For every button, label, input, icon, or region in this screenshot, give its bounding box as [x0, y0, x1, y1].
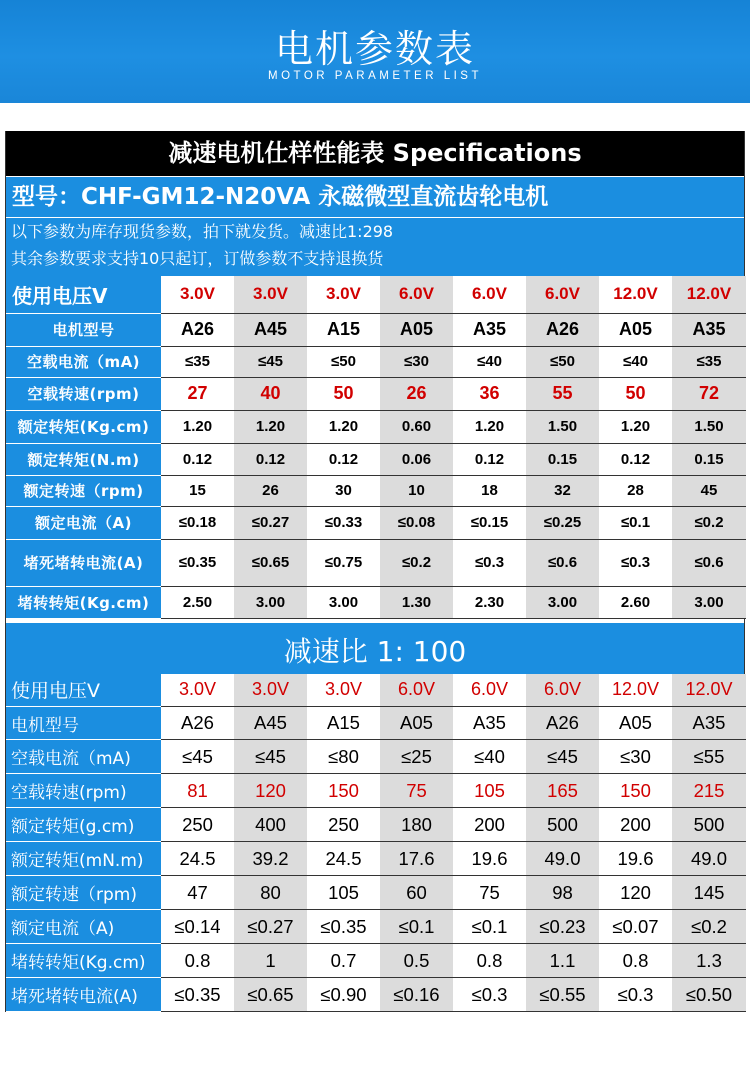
table-cell: 0.06	[380, 443, 453, 475]
row-label: 堵转转矩(Kg.cm)	[6, 586, 161, 618]
row-label: 额定转速（rpm)	[6, 876, 161, 910]
table-cell: 28	[599, 475, 672, 506]
row-label: 使用电压V	[6, 276, 161, 313]
table-cell: ≤0.65	[234, 539, 307, 586]
table-cell: 75	[453, 876, 526, 910]
table-cell: 15	[161, 475, 234, 506]
table-cell: A35	[672, 313, 746, 346]
table-cell: ≤45	[161, 740, 234, 774]
table-cell: 0.7	[307, 944, 380, 978]
table-cell: 39.2	[234, 842, 307, 876]
table-cell: 180	[380, 808, 453, 842]
table-cell: 0.15	[526, 443, 599, 475]
row-label: 额定转矩(mN.m)	[6, 842, 161, 876]
table-row	[6, 313, 746, 346]
table-cell: ≤0.55	[526, 978, 599, 1012]
spec-sheet	[5, 131, 745, 1012]
table-cell: 3.00	[307, 586, 380, 618]
table-cell: ≤50	[526, 346, 599, 377]
table-cell: 1.20	[307, 410, 380, 443]
ratio-title: 减速比 1: 100	[6, 623, 744, 674]
table-cell: 50	[599, 377, 672, 410]
table-cell: ≤0.33	[307, 506, 380, 539]
table-cell: ≤0.1	[599, 506, 672, 539]
table-cell: ≤0.6	[526, 539, 599, 586]
row-label: 额定转速（rpm)	[6, 475, 161, 506]
table-cell: ≤0.75	[307, 539, 380, 586]
table-cell: 1.30	[380, 586, 453, 618]
table-cell: 72	[672, 377, 746, 410]
table-cell: 6.0V	[380, 276, 453, 313]
table-cell: 2.30	[453, 586, 526, 618]
table-cell: 17.6	[380, 842, 453, 876]
table-cell: 250	[307, 808, 380, 842]
table-row	[6, 910, 746, 944]
table-cell: ≤0.2	[380, 539, 453, 586]
table-cell: 0.12	[307, 443, 380, 475]
row-label: 空载转速(rpm)	[6, 774, 161, 808]
table-cell: 500	[672, 808, 746, 842]
table-cell: 3.00	[672, 586, 746, 618]
table-row	[6, 346, 746, 377]
row-label: 额定转矩(g.cm)	[6, 808, 161, 842]
table-cell: 6.0V	[526, 276, 599, 313]
table-cell: 32	[526, 475, 599, 506]
table-cell: ≤0.08	[380, 506, 453, 539]
table-cell: 1.20	[161, 410, 234, 443]
stock-note: 以下参数为库存现货参数，拍下就发货。减速比1:298	[6, 217, 744, 246]
table-cell: A35	[672, 707, 746, 740]
table-cell: 49.0	[672, 842, 746, 876]
row-label: 使用电压V	[6, 674, 161, 707]
table-cell: ≤0.27	[234, 506, 307, 539]
table-cell: 150	[307, 774, 380, 808]
table-cell: ≤55	[672, 740, 746, 774]
table-cell: 47	[161, 876, 234, 910]
table-cell: A05	[380, 313, 453, 346]
table-cell: 3.0V	[161, 276, 234, 313]
table-row	[6, 774, 746, 808]
spec-table-ratio-298	[6, 276, 746, 619]
table-row	[6, 410, 746, 443]
table-cell: ≤0.3	[599, 978, 672, 1012]
table-cell: ≤0.07	[599, 910, 672, 944]
table-cell: 24.5	[161, 842, 234, 876]
table-cell: ≤50	[307, 346, 380, 377]
table-cell: 6.0V	[453, 674, 526, 707]
table-cell: 165	[526, 774, 599, 808]
table-cell: 0.12	[161, 443, 234, 475]
table-cell: 200	[599, 808, 672, 842]
table-cell: 0.12	[453, 443, 526, 475]
table-cell: ≤0.3	[453, 539, 526, 586]
table-cell: ≤45	[234, 346, 307, 377]
table-cell: ≤30	[380, 346, 453, 377]
table-cell: 60	[380, 876, 453, 910]
table-cell: ≤0.50	[672, 978, 746, 1012]
table-row	[6, 808, 746, 842]
table-cell: 75	[380, 774, 453, 808]
table-cell: 0.8	[599, 944, 672, 978]
table-cell: 1.1	[526, 944, 599, 978]
table-cell: 40	[234, 377, 307, 410]
table-cell: 12.0V	[599, 674, 672, 707]
table-cell: ≤0.65	[234, 978, 307, 1012]
table-cell: ≤80	[307, 740, 380, 774]
table-cell: 250	[161, 808, 234, 842]
table-cell: 200	[453, 808, 526, 842]
table-cell: 105	[453, 774, 526, 808]
table-cell: 2.60	[599, 586, 672, 618]
row-label: 空载电流（mA)	[6, 740, 161, 774]
table-cell: 215	[672, 774, 746, 808]
table-cell: 80	[234, 876, 307, 910]
table-cell: 27	[161, 377, 234, 410]
table-cell: 0.5	[380, 944, 453, 978]
row-label: 电机型号	[6, 313, 161, 346]
table-cell: 150	[599, 774, 672, 808]
row-label: 空载转速(rpm)	[6, 377, 161, 410]
table-cell: 1.20	[453, 410, 526, 443]
table-cell: A26	[161, 707, 234, 740]
table-row	[6, 506, 746, 539]
table-cell: ≤45	[526, 740, 599, 774]
table-cell: A26	[161, 313, 234, 346]
table-cell: A15	[307, 707, 380, 740]
table-cell: 26	[380, 377, 453, 410]
row-label: 堵死堵转电流(A)	[6, 539, 161, 586]
custom-order-note: 其余参数要求支持10只起订，订做参数不支持退换货	[6, 246, 744, 276]
table-cell: 1.3	[672, 944, 746, 978]
table-row	[6, 276, 746, 313]
row-label: 堵转转矩(Kg.cm)	[6, 944, 161, 978]
table-cell: ≤0.2	[672, 910, 746, 944]
table-cell: A35	[453, 313, 526, 346]
table-row	[6, 740, 746, 774]
table-cell: 1.50	[672, 410, 746, 443]
table-cell: ≤0.14	[161, 910, 234, 944]
table-cell: ≤0.23	[526, 910, 599, 944]
table-cell: 24.5	[307, 842, 380, 876]
row-label: 空载电流（mA)	[6, 346, 161, 377]
table-cell: 3.00	[526, 586, 599, 618]
table-cell: 105	[307, 876, 380, 910]
table-cell: 0.8	[453, 944, 526, 978]
table-cell: A45	[234, 707, 307, 740]
table-cell: 3.0V	[307, 276, 380, 313]
table-cell: ≤0.25	[526, 506, 599, 539]
table-cell: 49.0	[526, 842, 599, 876]
table-cell: ≤30	[599, 740, 672, 774]
table-cell: 26	[234, 475, 307, 506]
table-cell: 400	[234, 808, 307, 842]
table-cell: ≤45	[234, 740, 307, 774]
table-cell: ≤35	[672, 346, 746, 377]
table-cell: 0.60	[380, 410, 453, 443]
table-row	[6, 707, 746, 740]
table-cell: ≤35	[161, 346, 234, 377]
table-cell: 6.0V	[526, 674, 599, 707]
table-cell: ≤0.6	[672, 539, 746, 586]
table-row	[6, 876, 746, 910]
table-cell: A35	[453, 707, 526, 740]
spec-title: 减速电机仕样性能表 Specifications	[6, 131, 744, 176]
table-cell: ≤0.90	[307, 978, 380, 1012]
table-cell: 3.0V	[234, 674, 307, 707]
table-cell: 0.12	[599, 443, 672, 475]
table-cell: 98	[526, 876, 599, 910]
table-cell: 145	[672, 876, 746, 910]
row-label: 堵死堵转电流(A)	[6, 978, 161, 1012]
table-cell: ≤40	[599, 346, 672, 377]
table-cell: 19.6	[599, 842, 672, 876]
ratio-section	[6, 619, 744, 674]
table-cell: 12.0V	[672, 276, 746, 313]
table-cell: 500	[526, 808, 599, 842]
table-cell: ≤40	[453, 740, 526, 774]
table-row	[6, 842, 746, 876]
table-cell: 3.0V	[234, 276, 307, 313]
table-cell: 50	[307, 377, 380, 410]
row-label: 额定电流（A)	[6, 910, 161, 944]
table-cell: 0.8	[161, 944, 234, 978]
table-cell: ≤0.1	[453, 910, 526, 944]
table-cell: 120	[234, 774, 307, 808]
table-row	[6, 586, 746, 618]
table-cell: 30	[307, 475, 380, 506]
table-cell: 6.0V	[453, 276, 526, 313]
table-cell: ≤0.3	[453, 978, 526, 1012]
row-label: 额定转矩(N.m)	[6, 443, 161, 475]
table-cell: ≤0.15	[453, 506, 526, 539]
table-cell: 12.0V	[672, 674, 746, 707]
page-subtitle: MOTOR PARAMETER LIST	[268, 70, 482, 82]
table-row	[6, 443, 746, 475]
table-cell: 18	[453, 475, 526, 506]
row-label: 额定电流（A)	[6, 506, 161, 539]
table-row	[6, 944, 746, 978]
table-cell: 0.15	[672, 443, 746, 475]
table-cell: A45	[234, 313, 307, 346]
table-cell: ≤0.16	[380, 978, 453, 1012]
table-cell: 1.50	[526, 410, 599, 443]
table-cell: 0.12	[234, 443, 307, 475]
table-row	[6, 377, 746, 410]
table-cell: A15	[307, 313, 380, 346]
table-cell: 81	[161, 774, 234, 808]
table-cell: 2.50	[161, 586, 234, 618]
table-cell: ≤0.1	[380, 910, 453, 944]
table-cell: 1.20	[599, 410, 672, 443]
table-cell: ≤25	[380, 740, 453, 774]
spec-table-ratio-100	[6, 674, 746, 1013]
table-cell: ≤0.18	[161, 506, 234, 539]
table-cell: 1.20	[234, 410, 307, 443]
table-row	[6, 978, 746, 1012]
table-cell: 3.00	[234, 586, 307, 618]
page-title: 电机参数表	[274, 27, 475, 71]
table-cell: 120	[599, 876, 672, 910]
table-cell: 55	[526, 377, 599, 410]
table-cell: A05	[599, 707, 672, 740]
table-cell: A26	[526, 707, 599, 740]
table-cell: 45	[672, 475, 746, 506]
table-row	[6, 475, 746, 506]
table-cell: 1	[234, 944, 307, 978]
table-cell: A05	[599, 313, 672, 346]
table-cell: 19.6	[453, 842, 526, 876]
table-cell: ≤0.2	[672, 506, 746, 539]
table-cell: ≤0.35	[307, 910, 380, 944]
table-cell: 3.0V	[307, 674, 380, 707]
table-cell: 6.0V	[380, 674, 453, 707]
table-cell: A26	[526, 313, 599, 346]
table-cell: ≤40	[453, 346, 526, 377]
table-row	[6, 674, 746, 707]
table-cell: A05	[380, 707, 453, 740]
table-cell: 3.0V	[161, 674, 234, 707]
table-cell: ≤0.3	[599, 539, 672, 586]
table-row	[6, 539, 746, 586]
row-label: 电机型号	[6, 707, 161, 740]
table-cell: 12.0V	[599, 276, 672, 313]
table-cell: 36	[453, 377, 526, 410]
table-cell: ≤0.27	[234, 910, 307, 944]
model-line: 型号：CHF-GM12-N20VA 永磁微型直流齿轮电机	[6, 176, 744, 217]
table-cell: 10	[380, 475, 453, 506]
table-cell: ≤0.35	[161, 978, 234, 1012]
table-cell: ≤0.35	[161, 539, 234, 586]
header-banner	[0, 0, 750, 103]
row-label: 额定转矩(Kg.cm)	[6, 410, 161, 443]
